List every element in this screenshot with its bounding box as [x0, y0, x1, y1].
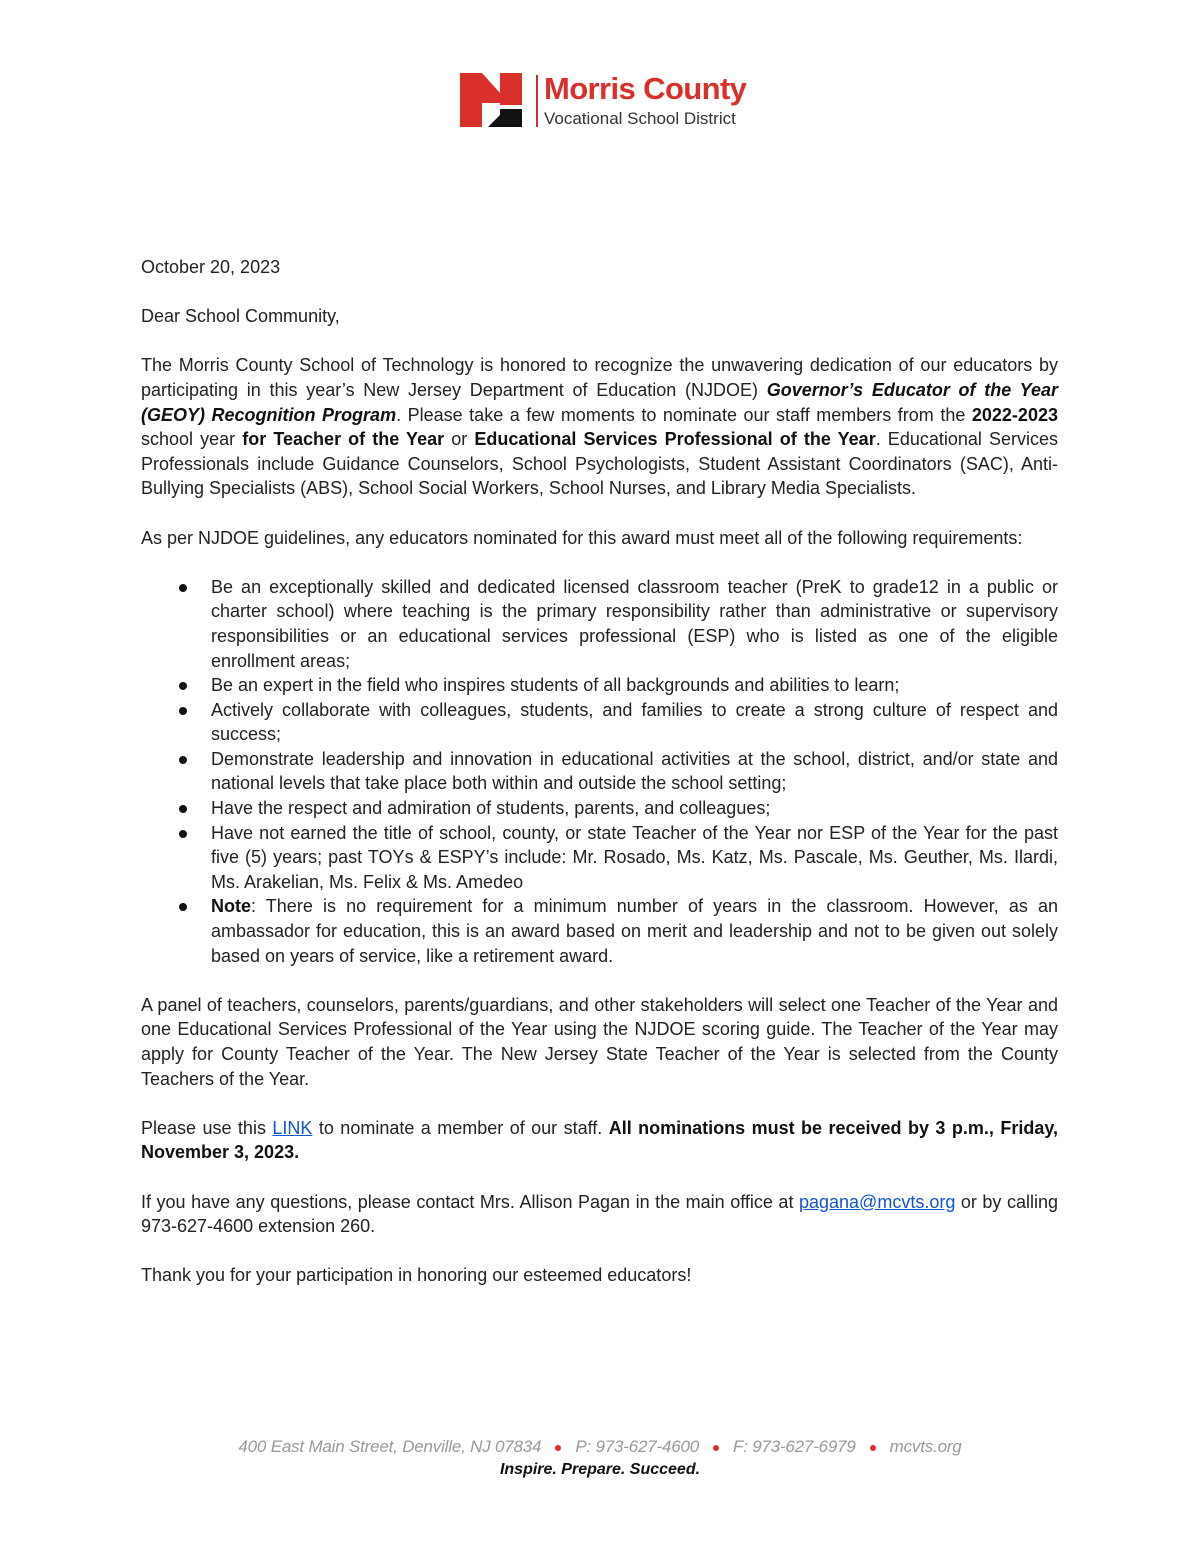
program-name: Governor’s Educator of the Year (GEOY) Recognition Program — [141, 379, 1059, 425]
guidelines-intro: As per NJDOE guidelines, any educators nominated for this award must meet all of the following requirements: — [141, 527, 1023, 548]
district-logo — [460, 73, 780, 129]
footer-contact-line — [0, 1437, 1200, 1457]
contact-text-after: or by calling 973-627-4600 extension 260. — [141, 1191, 1058, 1237]
nominate-text-after: to nominate a member of our staff. — [312, 1117, 609, 1138]
bullet-icon — [179, 830, 187, 838]
bullet-icon — [179, 903, 187, 911]
logo-divider — [536, 75, 538, 127]
requirement-text: Have not earned the title of school, county, or state Teacher of the Year nor ESP of the Year for the past five (5) years; past TOYs & ESPY’s include: Mr. Rosado, Ms. Katz, Ms. Pascale, Ms. Geuther, Ms. Ilardi, Ms. Arakelian, Ms. Felix & Ms. Amedeo — [211, 822, 1058, 892]
intro-text-7: or — [444, 429, 475, 450]
note-text: : There is no requirement for a minimum number of years in the classroom. However, as an ambassador for education, this is an award based on merit and leadership and not to be given out solely based on years of service, like a retirement award. — [211, 896, 1058, 966]
logo-title: Morris County — [544, 71, 747, 106]
bullet-icon — [179, 707, 187, 715]
footer-fax: F: 973-627-6979 — [732, 1437, 856, 1456]
list-item — [211, 894, 1058, 968]
esp-award: Educational Services Professional of the Year — [474, 429, 876, 450]
bullet-icon — [179, 756, 187, 764]
dot-separator-icon — [870, 1445, 876, 1451]
footer-tagline: Inspire. Prepare. Succeed. — [499, 1461, 701, 1478]
bullet-icon — [179, 805, 187, 813]
nomination-deadline: All nominations must be received by 3 p.m., Friday, November 3, 2023. — [141, 1117, 1059, 1163]
intro-paragraph — [141, 353, 1058, 501]
bullet-icon — [179, 584, 187, 592]
requirement-text: Demonstrate leadership and innovation in educational activities at the school, district, and/or state and national levels that take place both within and outside the school setting; — [211, 748, 1058, 794]
contact-paragraph — [141, 1190, 1058, 1239]
bullet-icon — [179, 682, 187, 690]
teacher-award: for Teacher of the Year — [242, 429, 445, 450]
panel-paragraph: A panel of teachers, counselors, parents/guardians, and other stakeholders will select one Teacher of the Year and one Educational Services Professional of the Year using the NJDOE scoring guide. The Teacher of the Year may apply for County Teacher of the Year. The New Jersey State Teacher of the Year is selected from the County Teachers of the Year. — [141, 994, 1058, 1089]
footer-phone: P: 973-627-4600 — [575, 1437, 699, 1456]
intro-text-5: school year — [141, 429, 243, 450]
requirement-text: Be an expert in the field who inspires students of all backgrounds and abilities to learn; — [211, 675, 900, 696]
list-item — [211, 575, 1058, 673]
morris-county-m-icon — [460, 73, 522, 127]
list-item — [211, 673, 1058, 698]
logo-subtitle: Vocational School District — [544, 109, 736, 128]
note-label: Note — [211, 896, 251, 917]
nomination-link[interactable]: LINK — [272, 1117, 313, 1138]
nominate-paragraph — [141, 1116, 1058, 1165]
dot-separator-icon — [713, 1445, 719, 1451]
letter-salutation: Dear School Community, — [141, 306, 340, 327]
letter-footer — [0, 1437, 1200, 1479]
requirement-text: Have the respect and admiration of students, parents, and colleagues; — [211, 798, 771, 819]
dot-separator-icon — [555, 1445, 561, 1451]
closing-line: Thank you for your participation in honoring our esteemed educators! — [141, 1265, 692, 1286]
list-item — [211, 747, 1058, 796]
intro-text-9: . Educational Services Professionals include Guidance Counselors, School Psychologists, Student Assistant Coordinators (SAC), Anti-Bullying Specialists (ABS), School Social Workers, School Nurses, and Library Media Specialists. — [141, 429, 1059, 499]
list-item — [211, 796, 1058, 821]
letter-body — [141, 255, 1058, 1313]
list-item — [211, 698, 1058, 747]
contact-text-before: If you have any questions, please contact Mrs. Allison Pagan in the main office at — [141, 1191, 799, 1212]
nominate-text-before: Please use this — [141, 1117, 273, 1138]
contact-email-link[interactable]: pagana@mcvts.org — [798, 1191, 956, 1212]
requirement-text: Actively collaborate with colleagues, students, and families to create a strong culture of respect and success; — [211, 699, 1058, 745]
letter-date: October 20, 2023 — [141, 257, 281, 277]
intro-text-1: The Morris County School of Technology is honored to recognize the unwavering dedication of our educators by participating in this year’s New Jersey Department of Education (NJDOE) — [141, 355, 1058, 400]
school-year: 2022-2023 — [971, 404, 1058, 425]
footer-website: mcvts.org — [889, 1437, 962, 1456]
requirement-text: Be an exceptionally skilled and dedicated licensed classroom teacher (PreK to grade12 in a public or charter school) where teaching is the primary responsibility rather than administrative or supervisory responsibilities or an educational services professional (ESP) who is listed as one of the eligible enrollment areas; — [211, 576, 1058, 671]
footer-address: 400 East Main Street, Denville, NJ 07834 — [238, 1437, 542, 1456]
list-item — [211, 821, 1058, 895]
intro-text-3: . Please take a few moments to nominate our staff members from the — [396, 404, 972, 425]
requirements-list — [141, 575, 1058, 969]
